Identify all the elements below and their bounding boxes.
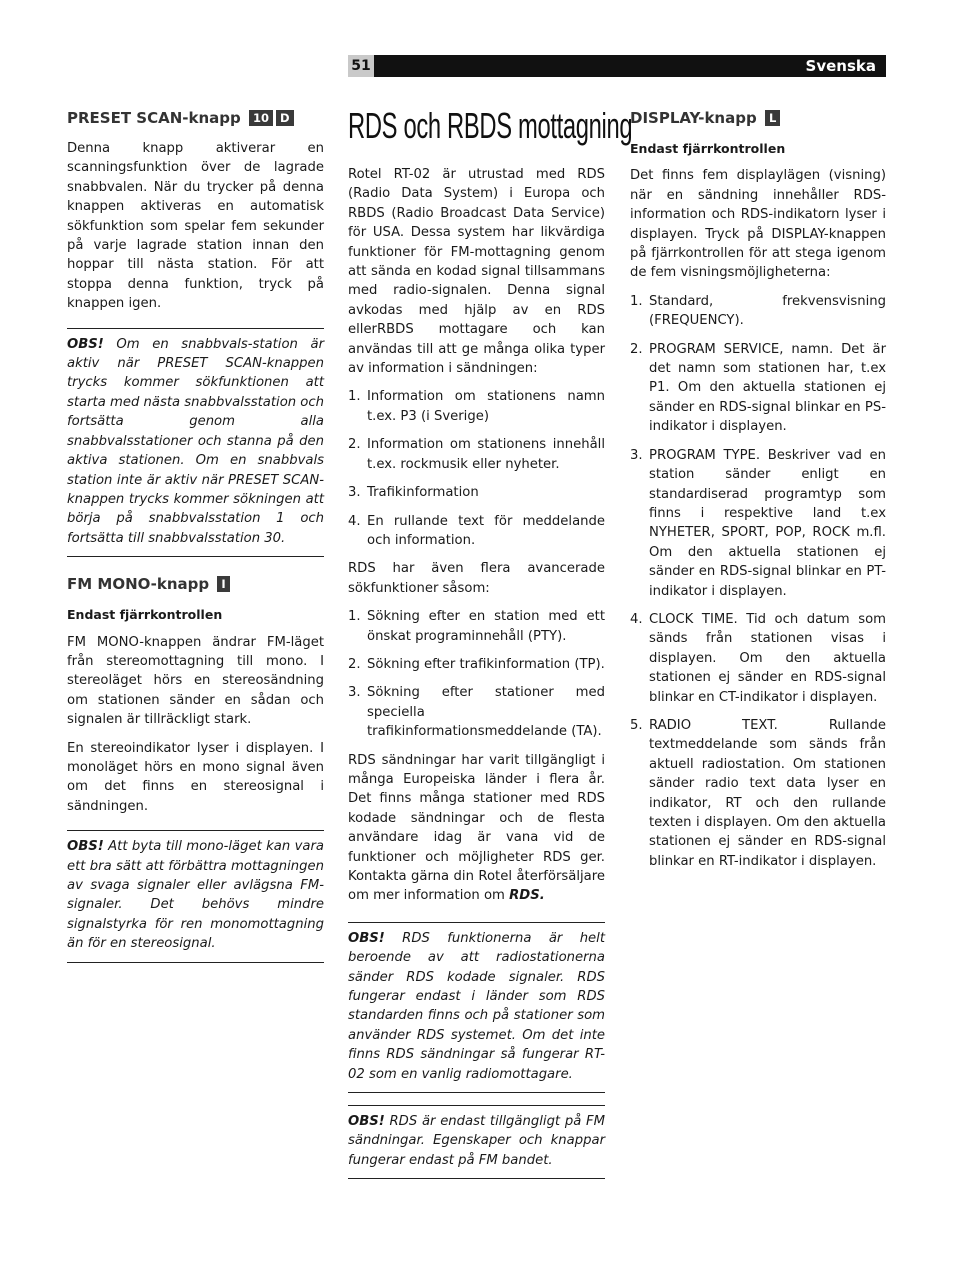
list-item [348, 607, 605, 646]
rds-bold-text: RDS. [509, 888, 545, 904]
list-number: 5. [630, 717, 643, 733]
note-label: OBS! [348, 1114, 385, 1130]
list-item [348, 483, 605, 502]
list-text: Information om stationens innehåll t.ex. rockmusik eller nyheter. [367, 437, 605, 472]
note-text: RDS funktionerna är helt beroende av att radiostationerna sänder RDS kodade signaler. RDS fungerar endast i länder som RDS standarden finns och på stationer som använder RDS systemet. Om det inte finns RDS sändningar så fungerar RT-02 som en vanlig radiomottagare. [348, 930, 605, 1082]
list-item [348, 387, 605, 426]
display-heading [630, 107, 886, 129]
list-text: En rullande text för meddelande och information. [367, 513, 605, 548]
key-badge-d: D [276, 110, 294, 126]
language-label: Svenska [805, 57, 876, 75]
rds-search-list [348, 607, 605, 741]
list-text: Sökning efter stationer med speciella trafikinformationsmeddelande (TA). [367, 685, 605, 740]
list-item [630, 716, 886, 871]
note-text: Om en snabbvals-station är aktiv när PRESET SCAN-knappen trycks kommer sökfunktionen att starta med nästa snabbvalsstation och fortsätta genom alla snabbvalsstationer och stanna på den aktiva stationen. Om en snabbvals station inte är aktiv när PRESET SCAN-knappen trycks kommer sökningen att börja på snabbvalsstation 1 och fortsätta till snabbvalsstation 30. [67, 336, 324, 546]
list-number: 4. [348, 513, 361, 529]
display-modes-list [630, 292, 886, 871]
list-text: Standard, frekvensvisning (FREQUENCY). [649, 293, 886, 329]
note-label: OBS! [67, 839, 104, 855]
note-text: RDS är endast tillgängligt på FM sändningar. Egenskaper och knappar fungerar endast på FM bandet. [348, 1114, 605, 1168]
list-item [630, 610, 886, 707]
rds-intro-paragraph: Rotel RT-02 är utrustad med RDS (Radio Data System) i Europa och RBDS (Radio Broadcast Data Service) för USA. Dessa system har likvärdiga funktioner för FM-mottagning genom att sända en kodad signal tillsammans med radio-signalen. Denna signal avkodas med hjälp av en RDS ellerRBDS mottagare och kan användas till att ge många olika typer av information i sändningen: [348, 167, 605, 377]
list-number: 1. [630, 293, 643, 309]
column-middle [348, 105, 633, 1195]
note-label: OBS! [348, 930, 385, 946]
list-item [348, 512, 605, 551]
rds-note-1 [348, 922, 605, 1093]
list-number: 3. [348, 685, 361, 701]
preset-scan-body: Denna knapp aktiverar en scanningsfunktion över de lagrade snabbvalen. När du trycker på denna knappen aktiveras en automatisk sökfunktion som spelar fem sekunder på varje lagrade station innan den hoppar till nästa station. För att stoppa denna funktion, tryck på knappen igen. [67, 141, 324, 312]
key-badge-i: I [217, 576, 229, 592]
column-right [630, 105, 886, 880]
list-number: 2. [630, 341, 643, 357]
list-number: 1. [348, 609, 361, 625]
fm-mono-heading-text: FM MONO-knapp [67, 575, 210, 594]
rds-note-2 [348, 1105, 605, 1179]
note-label: OBS! [67, 336, 104, 352]
list-text: Sökning efter en station med ett önskat programinnehåll (PTY). [367, 609, 605, 644]
list-number: 3. [348, 485, 361, 501]
fm-mono-heading [67, 573, 324, 595]
note-text: Att byta till mono-läget kan vara ett bra sätt att förbättra mottagningen av svaga signaler eller avlägsna FM-signaler. Det behövs mindre signalstyrka för ren monomottagning än för en stereosignal. [67, 839, 324, 952]
fm-mono-paragraph-2: En stereoindikator lyser i displayen. I monoläget hörs en mono signal även om det finns en stereosignal i sändningen. [67, 740, 324, 814]
rds-availability-paragraph [348, 751, 605, 906]
list-text: RADIO TEXT. Rullande textmeddelande som sänds från aktuell radiostation. Om stationen sänder radio text data lyser en indikator, RT och den rullande texten i displayen. Om den aktuella stationen ej sänder en RDS-signal blinkar en RT-indikator i displayen. [649, 717, 886, 869]
list-number: 3. [630, 447, 643, 463]
list-number: 4. [630, 611, 643, 627]
fm-mono-subheading: Endast fjärrkontrollen [67, 607, 223, 623]
display-paragraph: Det finns fem displaylägen (visning) när en sändning innehåller RDS-information och RDS-indikatorn lyser i displayen. Tryck på DISPLAY-knappen på fjärrkontrollen för att stega igenom de fem visningsmöjligheterna: [630, 168, 886, 281]
preset-scan-heading [67, 107, 324, 129]
key-badge-10: 10 [249, 110, 273, 126]
column-left [67, 105, 324, 979]
preset-scan-note [67, 328, 324, 557]
list-text: Sökning efter trafikinformation (TP). [367, 656, 605, 672]
list-item [348, 435, 605, 474]
key-badge-l: L [765, 110, 780, 126]
list-number: 2. [348, 656, 361, 672]
list-number: 1. [348, 389, 361, 405]
list-text: PROGRAM SERVICE, namn. Det är det namn som stationen har, t.ex P1. Om den aktuella stationen ej sänder en RDS-signal blinkar en PS-indikator i displayen. [649, 341, 886, 435]
list-item [348, 655, 605, 674]
list-text: Information om stationens namn t.ex. P3 (i Sverige) [367, 389, 605, 424]
list-item [630, 446, 886, 601]
page-number: 51 [348, 55, 374, 77]
preset-scan-heading-text: PRESET SCAN-knapp [67, 109, 241, 127]
fm-mono-paragraph-1: FM MONO-knappen ändrar FM-läget från stereomottagning till mono. I stereoläget hörs en stereosändning om stationen sänder en sådan och signalen är tillräckligt stark. [67, 634, 324, 728]
list-text: PROGRAM TYPE. Beskriver vad en station sänder enligt en standardiserad programtyp som finns i respektive land t.ex NYHETER, SPORT, POP, ROCK m.fl. Om den aktuella stationen ej sänder en RDS-signal blinkar en PT-indikator i displayen. [649, 447, 886, 599]
rds-availability-text: RDS sändningar har varit tillgängligt i många Europeiska länder i flera år. Det finns många stationer med RDS kodade sändningar och de flesta användare idag är vana vid de funktioner och möjligheter RDS ger. Kontakta gärna din Rotel återförsäljare om mer information om [348, 752, 605, 904]
rds-search-paragraph: RDS har även flera avancerade sökfunktioner såsom: [348, 561, 605, 596]
list-number: 2. [348, 437, 361, 453]
display-subheading: Endast fjärrkontrollen [630, 141, 786, 156]
rds-info-list [348, 387, 605, 550]
list-text: Trafikinformation [367, 485, 479, 501]
display-heading-text: DISPLAY-knapp [630, 109, 757, 127]
list-item [630, 340, 886, 437]
list-item [348, 683, 605, 741]
header-bar [348, 55, 886, 77]
page-title: RDS och RBDS mottagning [348, 105, 633, 146]
fm-mono-note [67, 830, 324, 962]
list-text: CLOCK TIME. Tid och datum som sänds från stationen visas i displayen. Om den aktuella stationen ej sänder en RDS-signal blinkar en CT-indikator i displayen. [649, 611, 886, 705]
list-item [630, 292, 886, 331]
